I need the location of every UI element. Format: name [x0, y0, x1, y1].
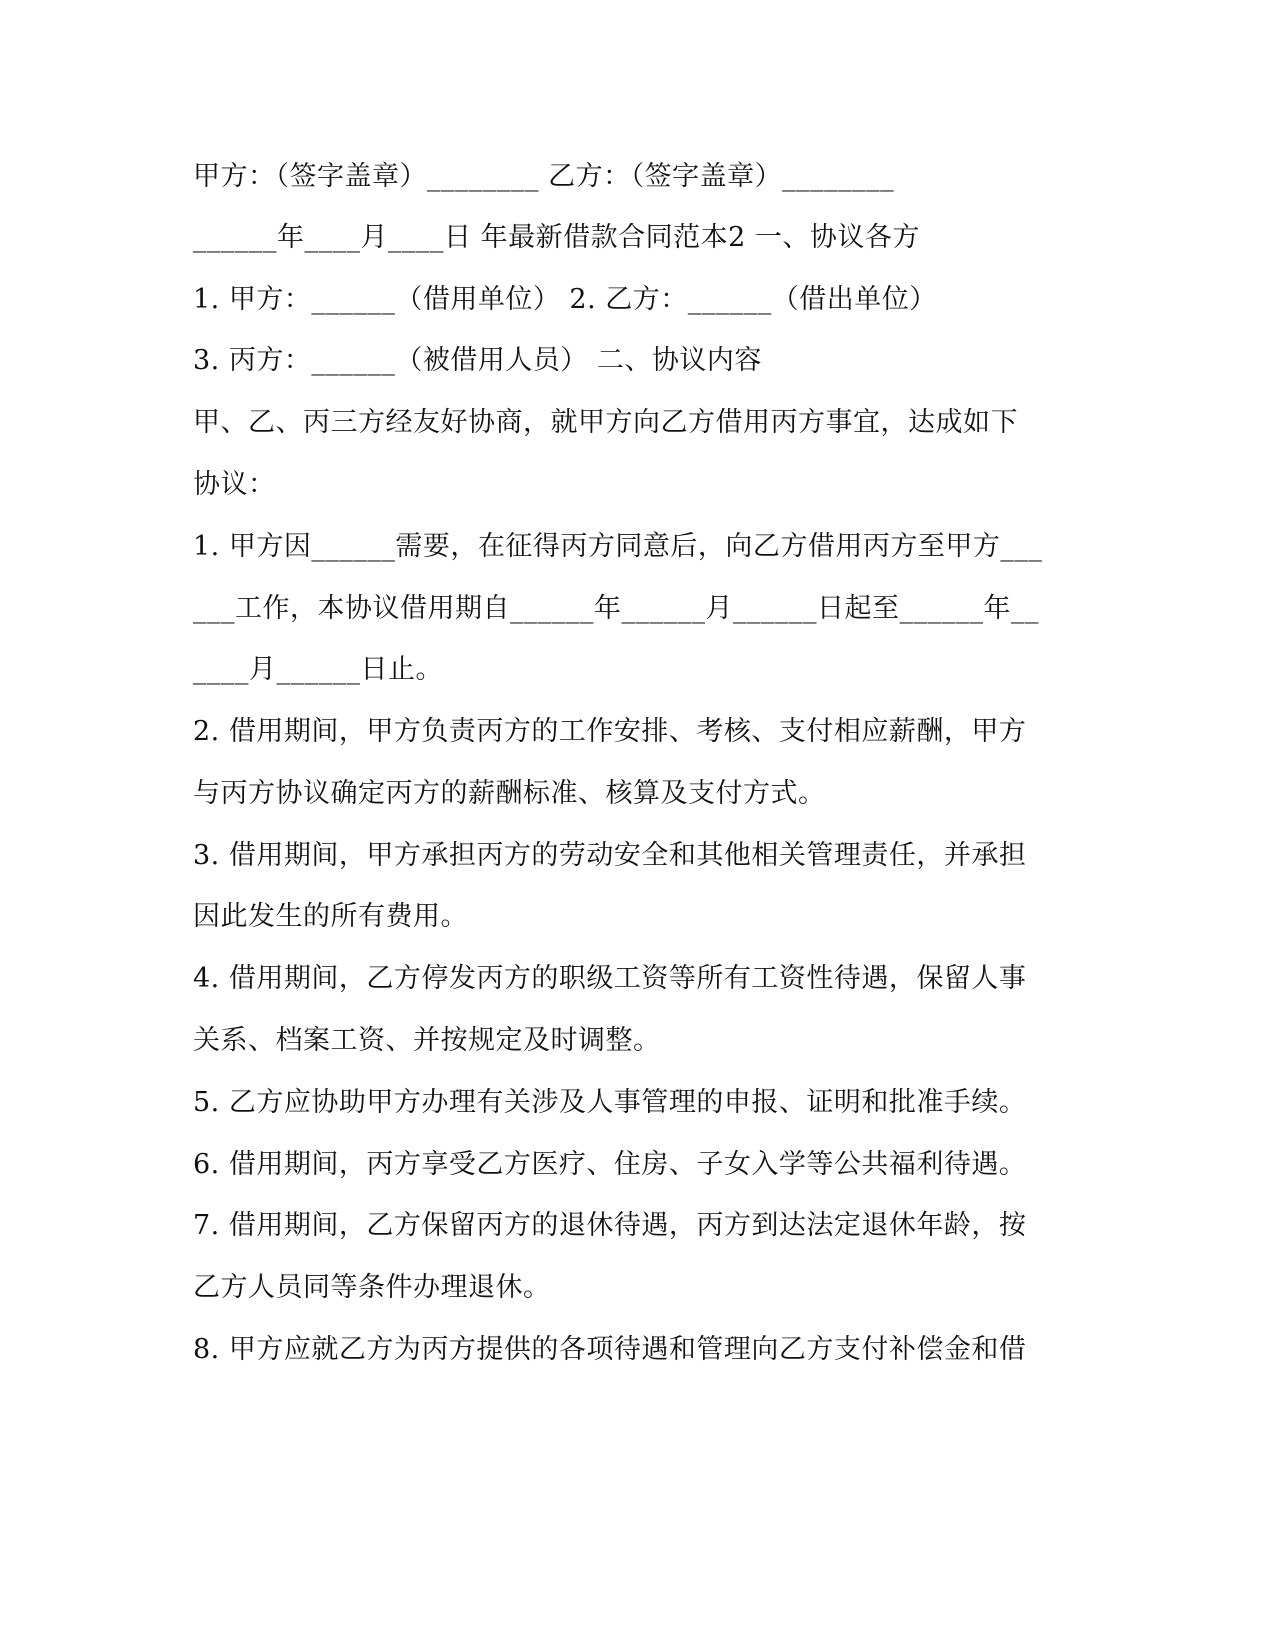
clause-6-line-1: 6. 借用期间，丙方享受乙方医疗、住房、子女入学等公共福利待遇。 [193, 1149, 1027, 1180]
clause-1-line-2: ___工作，本协议借用期自______年______月______日起至______年__ [193, 593, 1039, 624]
intro-paragraph-line-2: 协议： [193, 469, 276, 500]
clause-1-line-1: 1. 甲方因______需要，在征得丙方同意后，向乙方借用丙方至甲方___ [193, 531, 1043, 562]
date-and-title-line: ______年____月____日 年最新借款合同范本2 一、协议各方 [193, 222, 920, 253]
parties-line-2: 3. 丙方：______（被借用人员） 二、协议内容 [193, 345, 762, 376]
parties-line-1: 1. 甲方：______（借用单位） 2. 乙方：______（借出单位） [193, 284, 937, 315]
signature-line: 甲方：（签字盖章）________ 乙方：（签字盖章）________ [193, 161, 895, 192]
clause-1-line-3: ____月______日止。 [193, 654, 443, 685]
clause-5-line-1: 5. 乙方应协助甲方办理有关涉及人事管理的申报、证明和批准手续。 [193, 1087, 1027, 1118]
clause-4-line-1: 4. 借用期间，乙方停发丙方的职级工资等所有工资性待遇，保留人事 [193, 963, 1027, 994]
clause-3-line-1: 3. 借用期间，甲方承担丙方的劳动安全和其他相关管理责任，并承担 [193, 840, 1027, 871]
clause-7-line-1: 7. 借用期间，乙方保留丙方的退休待遇，丙方到达法定退休年龄，按 [193, 1210, 1027, 1241]
clause-8-line-1: 8. 甲方应就乙方为丙方提供的各项待遇和管理向乙方支付补偿金和借 [193, 1334, 1027, 1365]
intro-paragraph-line-1: 甲、乙、丙三方经友好协商，就甲方向乙方借用丙方事宜，达成如下 [193, 407, 1018, 438]
clause-2-line-1: 2. 借用期间，甲方负责丙方的工作安排、考核、支付相应薪酬，甲方 [193, 716, 1027, 747]
clause-7-line-2: 乙方人员同等条件办理退休。 [193, 1272, 551, 1303]
clause-2-line-2: 与丙方协议确定丙方的薪酬标准、核算及支付方式。 [193, 778, 826, 809]
clause-3-line-2: 因此发生的所有费用。 [193, 901, 468, 932]
clause-4-line-2: 关系、档案工资、并按规定及时调整。 [193, 1025, 661, 1056]
